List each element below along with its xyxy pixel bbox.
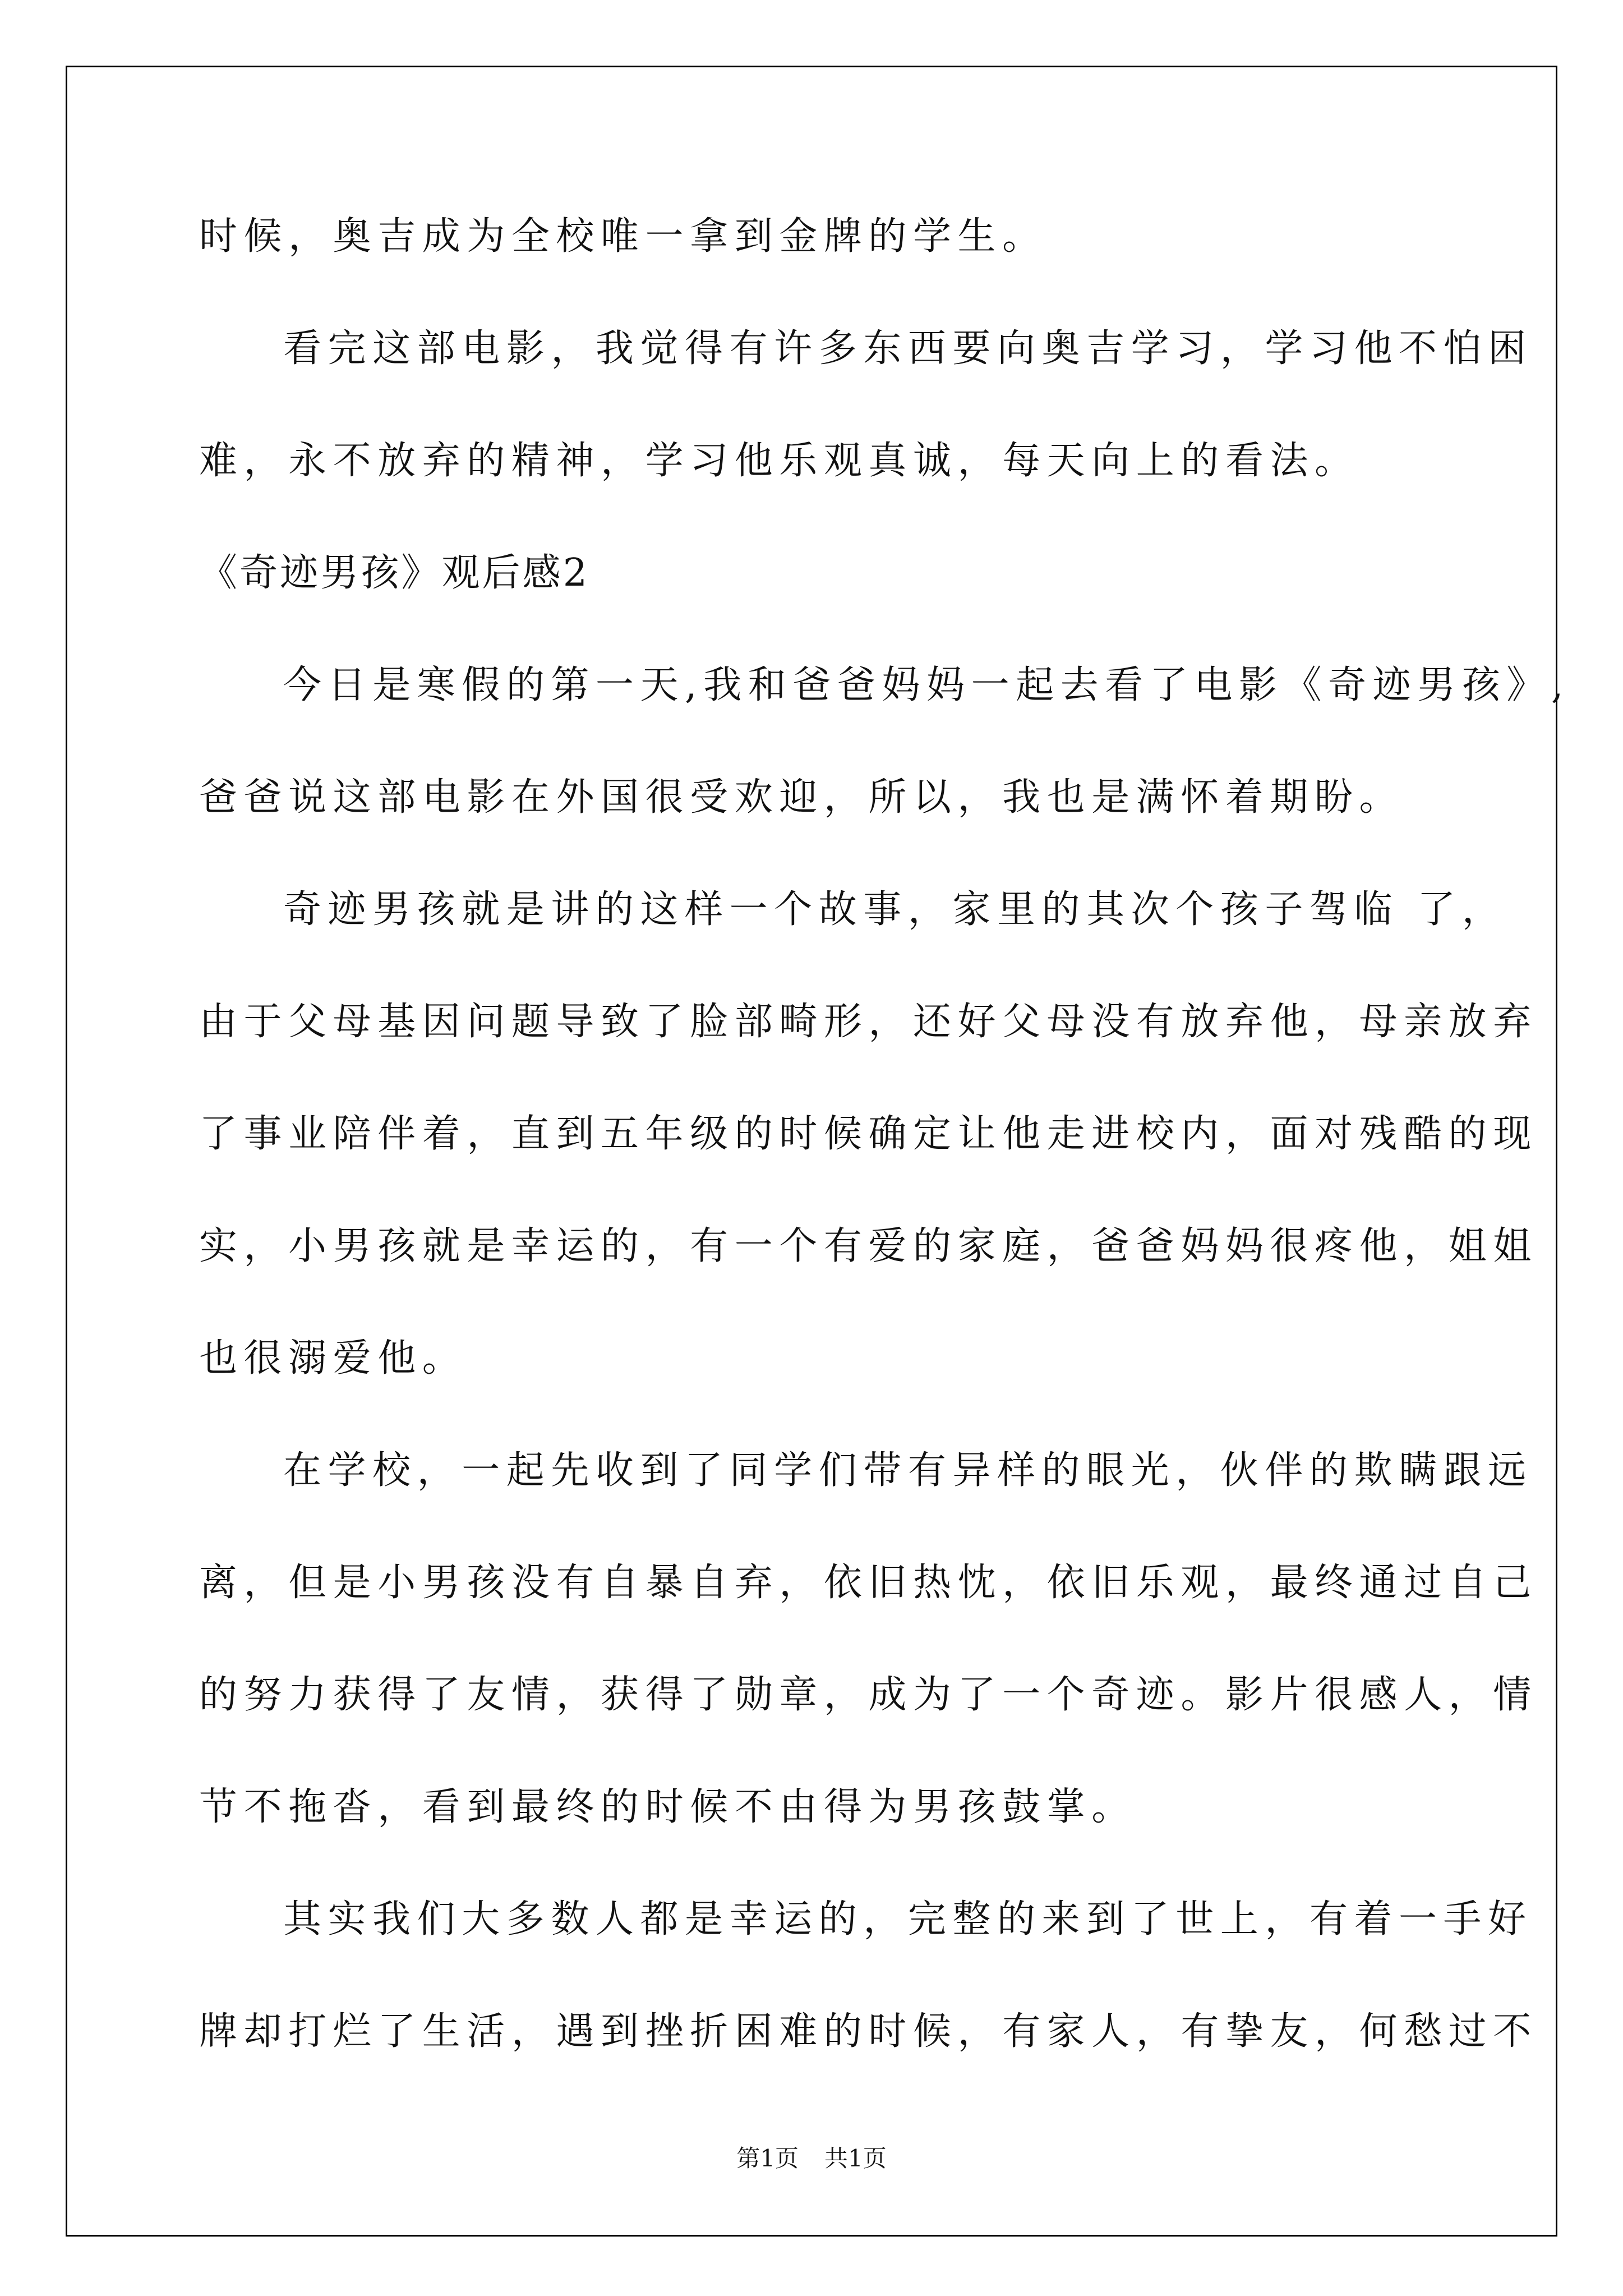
text-line-2: 看完这部电影，我觉得有许多东西要向奥吉学习，学习他不怕困 (283, 326, 1533, 371)
page-footer (0, 2142, 1623, 2175)
section-heading: 《奇迹男孩》观后感2 (199, 551, 590, 595)
text-line-12: 在学校，一起先收到了同学们带有异样的眼光，伙伴的欺瞒跟远 (283, 1448, 1533, 1493)
text-line-17: 牌却打烂了生活，遇到挫折困难的时候，有家人，有挚友，何愁过不 (199, 2009, 1538, 2054)
text-line-10: 实，小男孩就是幸运的，有一个有爱的家庭，爸爸妈妈很疼他，姐姐 (199, 1224, 1538, 1268)
text-line-11: 也很溺爱他。 (199, 1336, 467, 1381)
text-line-5: 今日是寒假的第一天,我和爸爸妈妈一起去看了电影《奇迹男孩》, (283, 663, 1570, 707)
text-line-15: 节不拖沓，看到最终的时候不由得为男孩鼓掌。 (199, 1785, 1136, 1829)
page-number: 第1页 (736, 2145, 799, 2172)
text-line-3: 难，永不放弃的精神，学习他乐观真诚，每天向上的看法。 (199, 439, 1359, 483)
text-line-14: 的努力获得了友情，获得了勋章，成为了一个奇迹。影片很感人，情 (199, 1673, 1538, 1717)
document-body (199, 209, 1570, 2116)
text-line-1: 时候，奥吉成为全校唯一拿到金牌的学生。 (199, 214, 1047, 259)
text-line-13: 离，但是小男孩没有自暴自弃，依旧热忱，依旧乐观，最终通过自己 (199, 1561, 1538, 1605)
text-line-7: 奇迹男孩就是讲的这样一个故事，家里的其次个孩子驾临 了， (283, 887, 1507, 932)
text-line-8: 由于父母基因问题导致了脸部畸形，还好父母没有放弃他，母亲放弃 (199, 1000, 1538, 1044)
text-line-9: 了事业陪伴着，直到五年级的时候确定让他走进校内，面对残酷的现 (199, 1112, 1538, 1156)
text-line-6: 爸爸说这部电影在外国很受欢迎，所以，我也是满怀着期盼。 (199, 775, 1404, 820)
page-total: 共1页 (824, 2145, 887, 2172)
text-line-16: 其实我们大多数人都是幸运的，完整的来到了世上，有着一手好 (283, 1897, 1533, 1941)
